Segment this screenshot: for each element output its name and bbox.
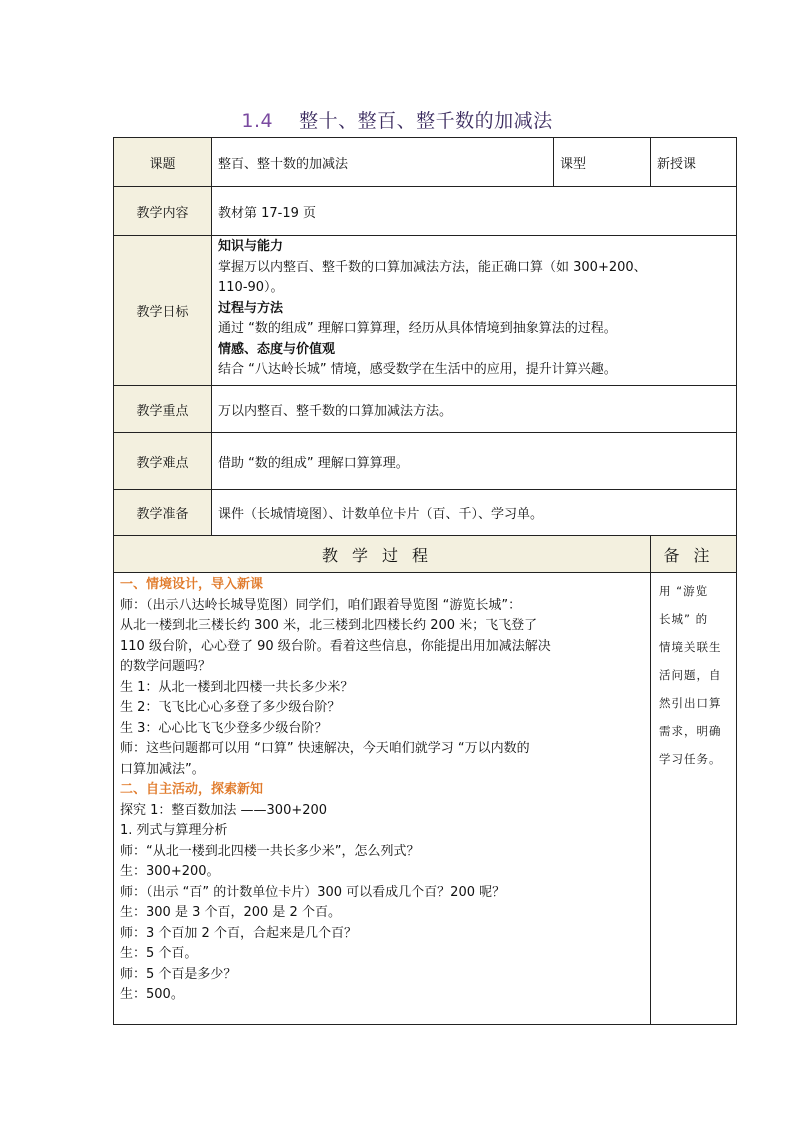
process-line: 师：3 个百加 2 个百，合起来是几个百？ bbox=[120, 925, 357, 941]
prep-value: 课件（长城情境图）、计数单位卡片（百、千）、学习单。 bbox=[212, 490, 737, 536]
goal-text: 通过 “数的组成” 理解口算算理，经历从具体情境到抽象算法的过程。 bbox=[218, 321, 617, 336]
goal-text: 110-90）。 bbox=[218, 280, 284, 295]
notes-content bbox=[651, 573, 737, 1025]
row-goals bbox=[114, 236, 737, 386]
process-line: 师：这些问题都可以用 “口算” 快速解决，今天咱们就学习 “万以内数的 bbox=[120, 741, 530, 756]
note-line: 活问题，自 bbox=[659, 668, 722, 682]
key-label: 教学重点 bbox=[114, 386, 212, 433]
content-value: 教材第 17-19 页 bbox=[212, 187, 737, 236]
process-line: 生 1：从北一楼到北四楼一共长多少米？ bbox=[120, 679, 354, 695]
topic-value: 整百、整十数的加减法 bbox=[212, 138, 554, 187]
goal-heading-process: 过程与方法 bbox=[218, 300, 284, 316]
row-content bbox=[114, 187, 737, 236]
process-header: 教学过程 bbox=[114, 536, 651, 573]
process-line: 的数学问题吗？ bbox=[120, 659, 212, 674]
key-value: 万以内整百、整千数的口算加减法方法。 bbox=[212, 386, 737, 433]
content-label: 教学内容 bbox=[114, 187, 212, 236]
process-line: 探究 1：整百数加法 ——300+200 bbox=[120, 802, 328, 818]
note-line: 长城” 的 bbox=[659, 612, 709, 626]
notes-header: 备注 bbox=[651, 536, 737, 573]
process-line: 师：（出示八达岭长城导览图）同学们，咱们跟着导览图 “游览长城”： bbox=[120, 597, 522, 613]
process-line: 从北一楼到北三楼长约 300 米，北三楼到北四楼长约 200 米；飞飞登了 bbox=[120, 618, 538, 633]
process-line: 110 级台阶，心心登了 90 级台阶。看着这些信息，你能提出用加减法解决 bbox=[120, 638, 551, 654]
goal-text: 结合 “八达岭长城” 情境，感受数学在生活中的应用，提升计算兴趣。 bbox=[218, 362, 617, 377]
section-title: 整十、整百、整千数的加减法 bbox=[299, 110, 553, 132]
goals-value bbox=[212, 236, 737, 386]
row-difficult bbox=[114, 433, 737, 490]
section-number: 1.4 bbox=[241, 110, 274, 132]
note-line: 然引出口算 bbox=[659, 696, 722, 710]
type-label: 课型 bbox=[554, 138, 651, 187]
goal-heading-knowledge: 知识与能力 bbox=[218, 239, 284, 254]
process-line: 生：300+200。 bbox=[120, 864, 220, 879]
row-process bbox=[114, 573, 737, 1025]
goals-label: 教学日标 bbox=[114, 236, 212, 386]
note-line: 学习任务。 bbox=[659, 752, 722, 766]
process-content bbox=[114, 573, 651, 1025]
process-line: 生 2：飞飞比心心多登了多少级台阶？ bbox=[120, 700, 341, 715]
type-value: 新授课 bbox=[651, 138, 737, 187]
process-line: 师：5 个百是多少？ bbox=[120, 966, 237, 982]
row-prep bbox=[114, 490, 737, 536]
process-line: 口算加减法”。 bbox=[120, 761, 205, 777]
process-line: 1. 列式与算理分析 bbox=[120, 823, 228, 838]
row-key bbox=[114, 386, 737, 433]
goal-heading-emotion: 情感、态度与价值观 bbox=[218, 341, 336, 357]
goal-text: 掌握万以内整百、整千数的口算加减法方法，能正确口算（如 300+200、 bbox=[218, 259, 647, 275]
section-heading: 二、自主活动，探索新知 bbox=[120, 782, 264, 797]
difficult-value: 借助 “数的组成” 理解口算算理。 bbox=[212, 433, 737, 490]
difficult-label: 教学难点 bbox=[114, 433, 212, 490]
section-heading: 一、情境设计，导入新课 bbox=[120, 577, 264, 592]
note-line: 需求，明确 bbox=[659, 724, 722, 738]
prep-label: 教学准备 bbox=[114, 490, 212, 536]
topic-label: 课题 bbox=[114, 138, 212, 187]
note-line: 情境关联生 bbox=[659, 640, 722, 654]
process-line: 生：300 是 3 个百，200 是 2 个百。 bbox=[120, 905, 341, 920]
process-line: 生 3：心心比飞飞少登多少级台阶？ bbox=[120, 720, 328, 736]
process-line: 师：（出示 “百” 的计数单位卡片）300 可以看成几个百？200 呢？ bbox=[120, 884, 506, 900]
row-topic bbox=[114, 138, 737, 187]
lesson-plan-table bbox=[113, 137, 737, 1025]
process-line: 师：“从北一楼到北四楼一共长多少米”，怎么列式？ bbox=[120, 843, 420, 859]
note-line: 用 “游览 bbox=[659, 584, 709, 598]
process-line: 生：500。 bbox=[120, 987, 184, 1002]
process-line: 生：5 个百。 bbox=[120, 946, 198, 961]
row-process-header bbox=[114, 536, 737, 573]
page-title bbox=[0, 106, 794, 133]
